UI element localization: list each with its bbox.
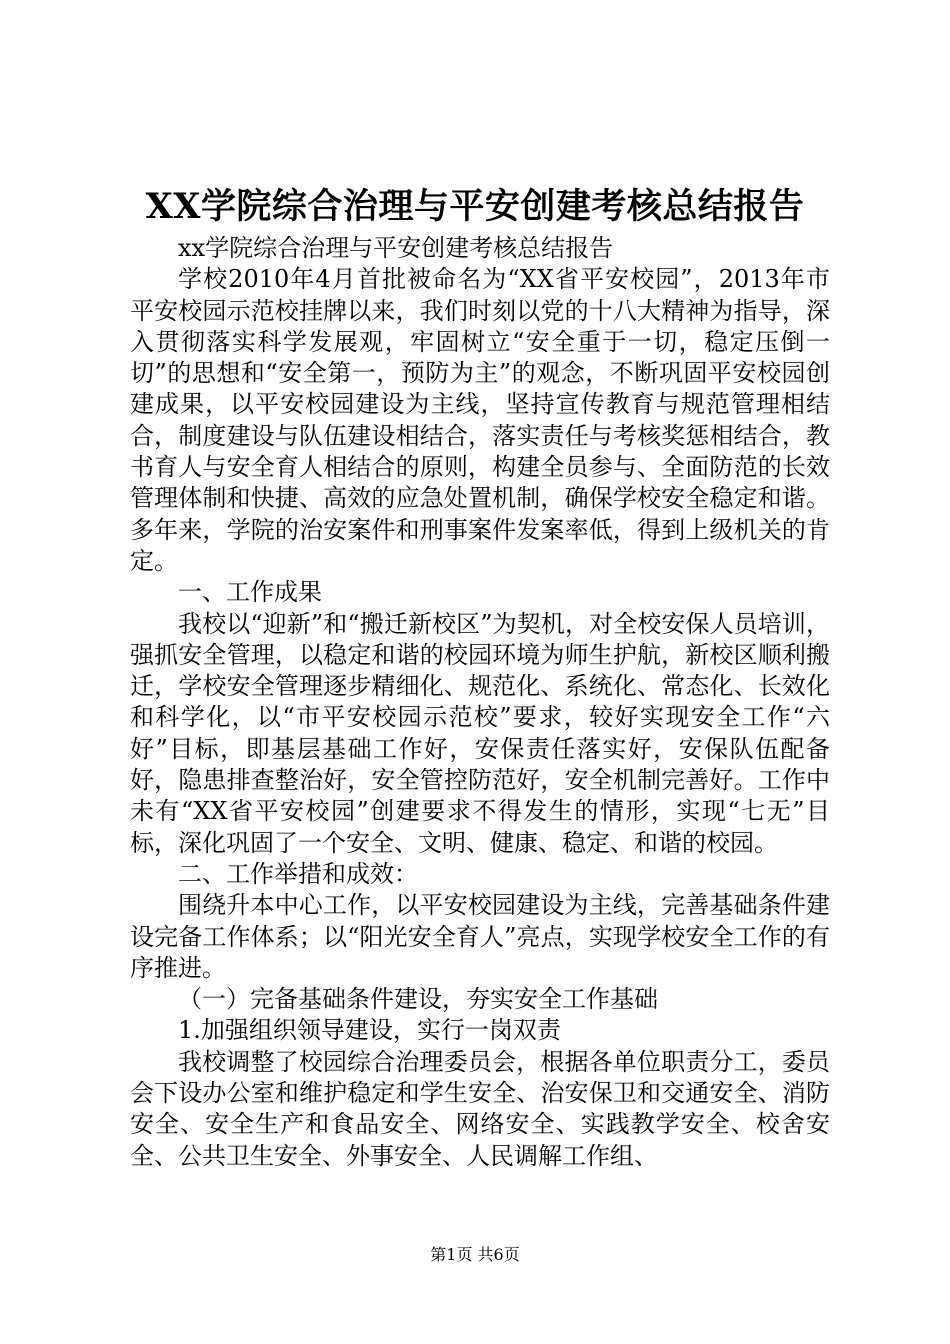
document-title: XX学院综合治理与平安创建考核总结报告 bbox=[145, 186, 805, 227]
document-body bbox=[130, 233, 830, 1172]
paragraph-committee: 我校调整了校园综合治理委员会，根据各单位职责分工，委员会下设办公室和维护稳定和学生安全、治安保卫和交通安全、消防安全、安全生产和食品安全、网络安全、实践教学安全、校舍安全、公共卫生安全、外事安全、人民调解工作组、 bbox=[130, 1047, 830, 1170]
page-number-footer: 第1页 共6页 bbox=[430, 1245, 520, 1264]
paragraph-measures: 围绕升本中心工作，以平安校园建设为主线，完善基础条件建设完备工作体系；以“阳光安全育人”亮点，实现学校安全工作的有序推进。 bbox=[130, 891, 830, 982]
subsection-heading-foundation: （一）完备基础条件建设，夯实安全工作基础 bbox=[178, 985, 658, 1014]
section-heading-results: 一、工作成果 bbox=[178, 578, 322, 607]
section-heading-measures: 二、工作举措和成效： bbox=[178, 859, 418, 888]
paragraph-subtitle: xx学院综合治理与平安创建考核总结报告 bbox=[178, 234, 614, 262]
paragraph-intro: 学校2010年4月首批被命名为“XX省平安校园”，2013年市平安校园示范校挂牌以来，我们时刻以党的十八大精神为指导，深入贯彻落实科学发展观，牢固树立“安全重于一切，稳定压倒一切”的思想和“安全第一，预防为主”的观念，不断巩固平安校园创建成果，以平安校园建设为主线，坚持宣传教育与规范管理相结合，制度建设与队伍建设相结合，落实责任与考核奖惩相结合，教书育人与安全育人相结合的原则，构建全员参与、全面防范的长效管理体制和快捷、高效的应急处置机制，确保学校安全稳定和谐。多年来，学院的治安案件和刑事案件发案率低，得到上级机关的肯定。 bbox=[130, 265, 830, 575]
paragraph-results: 我校以“迎新”和“搬迁新校区”为契机，对全校安保人员培训，强抓安全管理，以稳定和谐的校园环境为师生护航，新校区顺利搬迁，学校安全管理逐步精细化、规范化、系统化、常态化、长效化和科学化，以“市平安校园示范校”要求，较好实现安全工作“六好”目标，即基层基础工作好，安保责任落实好，安保队伍配备好，隐患排查整治好，安全管控防范好，安全机制完善好。工作中未有“XX省平安校园”创建要求不得发生的情形，实现“七无”目标，深化巩固了一个安全、文明、健康、稳定、和谐的校园。 bbox=[130, 609, 830, 857]
item-heading-leadership: 1.加强组织领导建设，实行一岗双责 bbox=[178, 1016, 561, 1045]
